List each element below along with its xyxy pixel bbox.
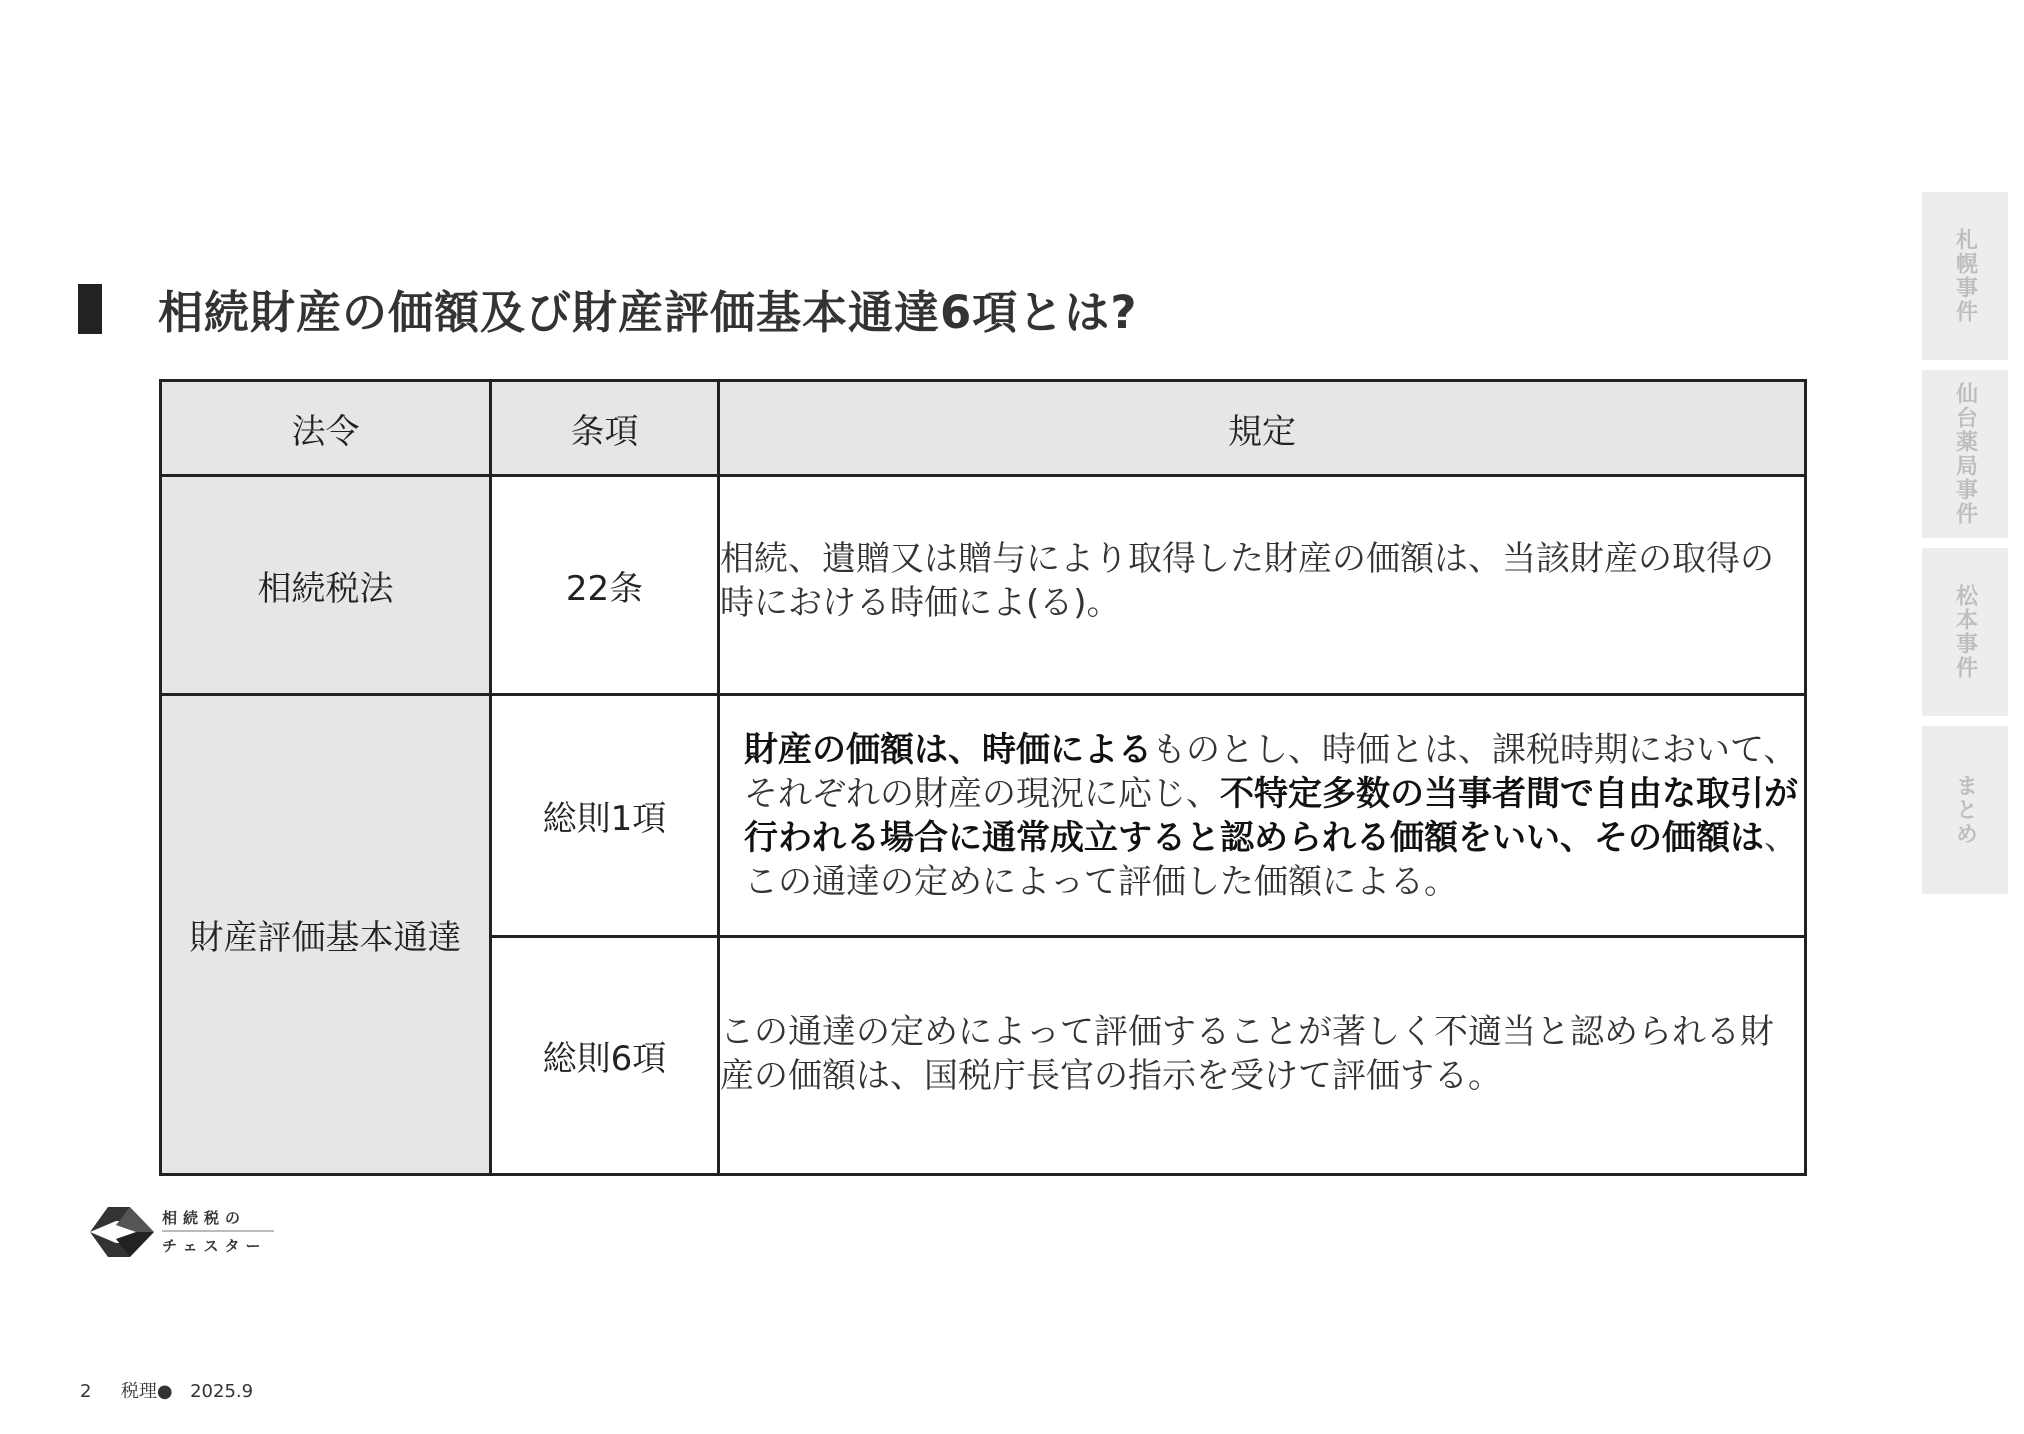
side-index-tabs (1922, 192, 2008, 904)
side-tab-matsumoto[interactable]: 松本事件 (1922, 548, 2008, 716)
issue-date: 2025.9 (190, 1381, 254, 1402)
page-number: 2 (80, 1381, 92, 1402)
provision-cell (719, 476, 1806, 695)
page-footer (80, 1377, 253, 1403)
table-header-row (161, 381, 1806, 476)
table-row (161, 476, 1806, 695)
provision-text: 、この通達の定めによって評価した価額による。 (744, 817, 1798, 902)
provision-text: ものとし、時価とは、課税時期において、それぞれの財産の現況に応じ、 (744, 729, 1798, 814)
chester-logo (90, 1205, 280, 1265)
side-tab-summary[interactable]: まとめ (1922, 726, 2008, 894)
logo-divider (162, 1230, 274, 1232)
regulations-table (159, 379, 1807, 1176)
header-provision: 規定 (719, 381, 1806, 476)
provision-text: 相続、遺贈又は贈与により取得した財産の価額は、当該財産の取得の時における時価によ(る)。 (720, 539, 1774, 623)
emphasis-text: 不特定多数の当事者間で自由な取引が行われる場合に通常成立すると認められる価額をいい、その価額は (744, 773, 1798, 858)
article-cell: 総則6項 (491, 937, 719, 1175)
side-tab-sapporo[interactable]: 札幌事件 (1922, 192, 2008, 360)
header-article: 条項 (491, 381, 719, 476)
logo-text-2: チェスター (162, 1237, 267, 1255)
table-row (161, 695, 1806, 937)
provision-cell (719, 937, 1806, 1175)
logo-text-1: 相続税の (162, 1209, 247, 1227)
article-cell: 総則1項 (491, 695, 719, 937)
provision-cell (719, 695, 1806, 937)
article-cell: 22条 (491, 476, 719, 695)
header-law: 法令 (161, 381, 491, 476)
law-cell: 相続税法 (161, 476, 491, 695)
side-tab-sendai[interactable]: 仙台薬局事件 (1922, 370, 2008, 538)
journal-name: 税理● (120, 1381, 173, 1402)
law-cell: 財産評価基本通達 (161, 695, 491, 1175)
provision-text: この通達の定めによって評価することが著しく不適当と認められる財産の価額は、国税庁長官の指示を受けて評価する。 (720, 1011, 1774, 1096)
page-title: 相続財産の価額及び財産評価基本通達6項とは? (158, 286, 1138, 339)
heading-marker (78, 284, 102, 334)
chester-logo-icon (90, 1205, 154, 1259)
emphasis-text: 財産の価額は、時価による (744, 729, 1152, 770)
